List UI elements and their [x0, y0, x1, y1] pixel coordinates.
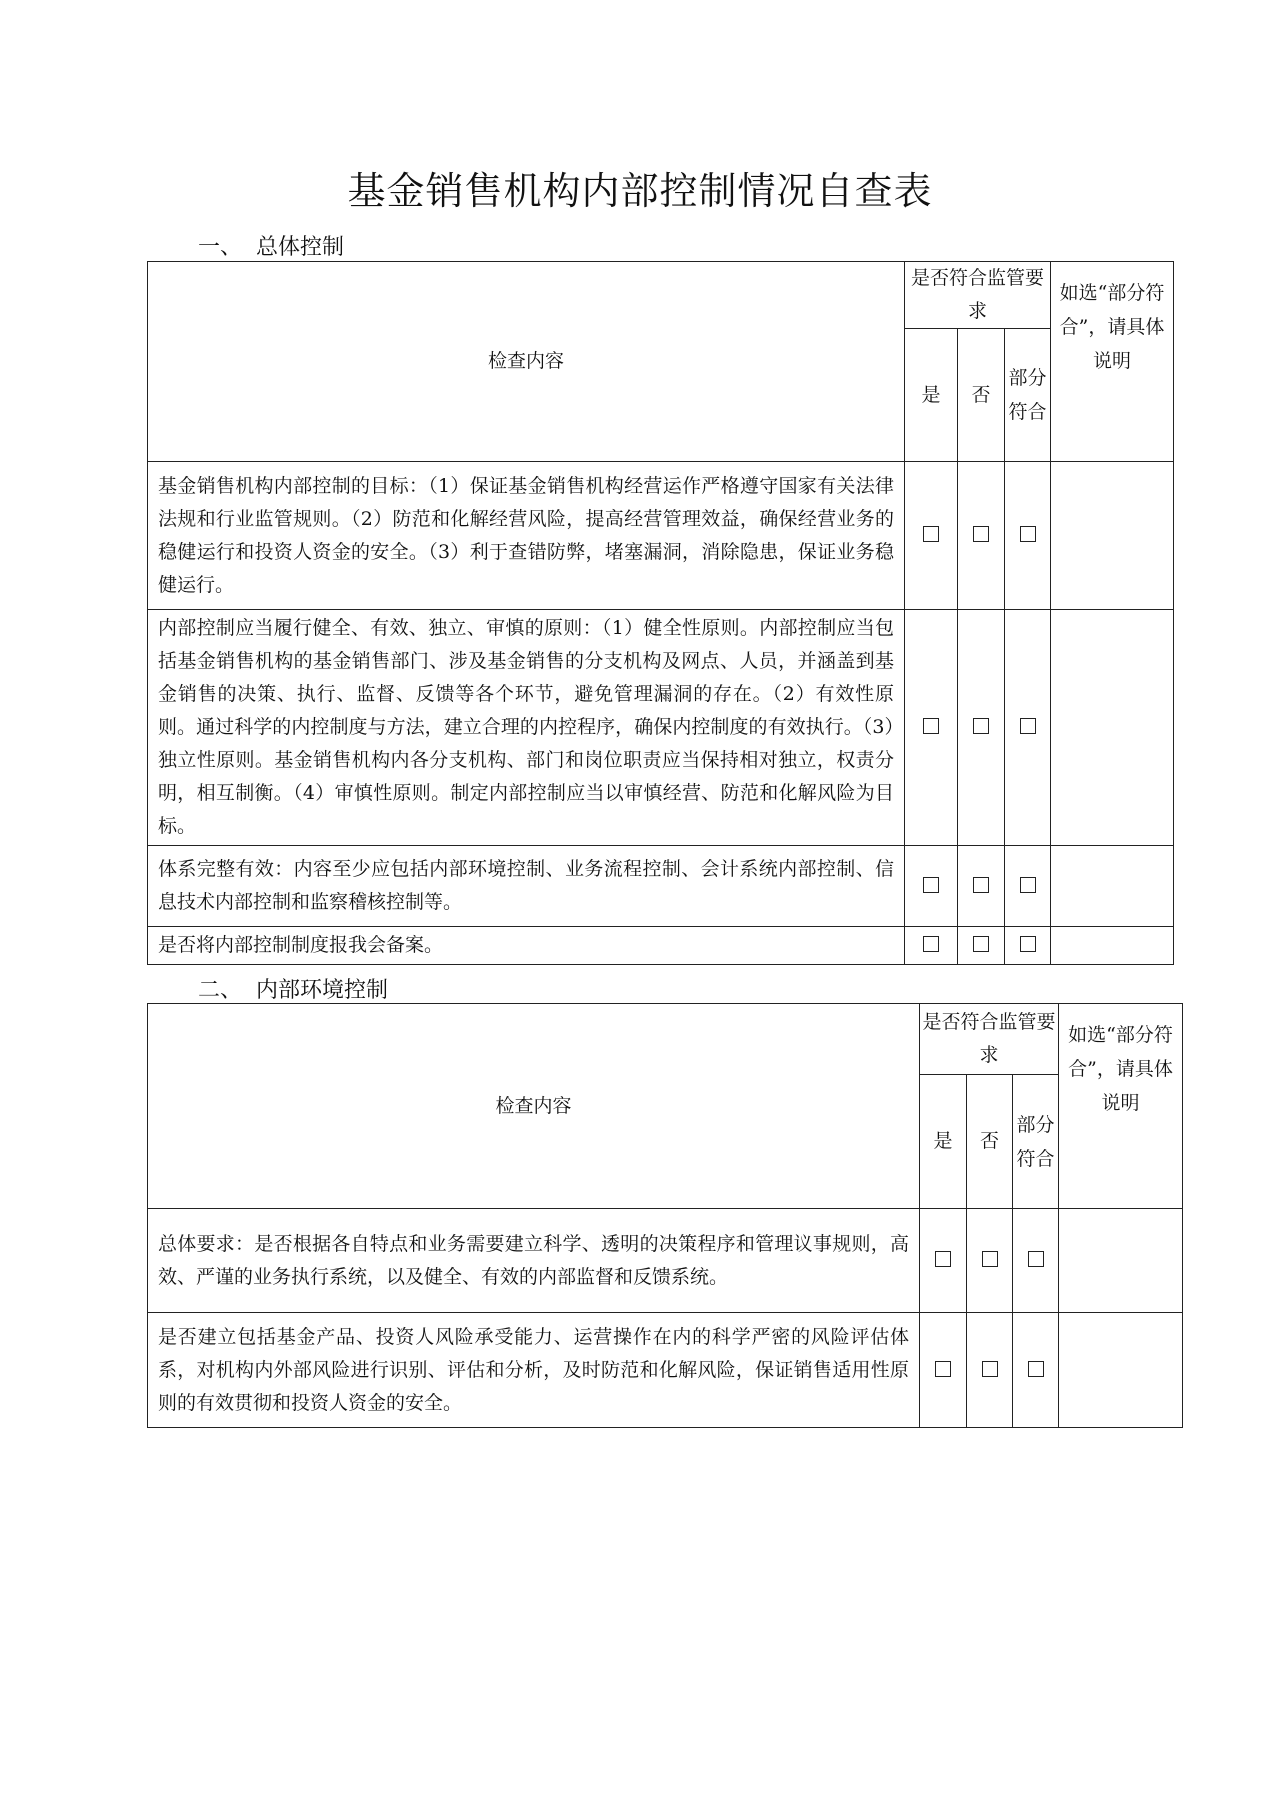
table-row	[148, 610, 1174, 846]
yes-checkbox[interactable]	[905, 610, 958, 846]
yes-checkbox[interactable]	[920, 1209, 967, 1313]
header-explain: 如选“部分符合”，请具体说明	[1059, 1004, 1183, 1209]
partial-checkbox[interactable]	[1005, 846, 1051, 927]
header-content: 检查内容	[148, 262, 905, 462]
section-heading-1	[198, 230, 344, 261]
no-checkbox[interactable]	[967, 1209, 1013, 1313]
explanation-cell[interactable]	[1059, 1313, 1183, 1428]
partial-checkbox[interactable]	[1005, 610, 1051, 846]
yes-checkbox[interactable]	[920, 1313, 967, 1428]
check-item-text: 总体要求：是否根据各自特点和业务需要建立科学、透明的决策程序和管理议事规则，高效、严谨的业务执行系统，以及健全、有效的内部监督和反馈系统。	[148, 1209, 920, 1313]
table-row	[148, 1313, 1183, 1428]
explanation-cell[interactable]	[1051, 610, 1174, 846]
no-checkbox[interactable]	[958, 610, 1005, 846]
check-item-text: 是否建立包括基金产品、投资人风险承受能力、运营操作在内的科学严密的风险评估体系，对机构内外部风险进行识别、评估和分析，及时防范和化解风险，保证销售适用性原则的有效贯彻和投资人资金的安全。	[148, 1313, 920, 1428]
table-row	[148, 846, 1174, 927]
no-checkbox[interactable]	[958, 927, 1005, 965]
header-explain: 如选“部分符合”，请具体说明	[1051, 262, 1174, 462]
table-row	[148, 462, 1174, 610]
header-content: 检查内容	[148, 1004, 920, 1209]
section-number: 二、	[198, 978, 243, 1003]
yes-checkbox[interactable]	[905, 927, 958, 965]
partial-checkbox[interactable]	[1005, 462, 1051, 610]
checklist-table-1	[147, 261, 1174, 965]
page-title: 基金销售机构内部控制情况自查表	[347, 169, 933, 213]
table-header-row	[148, 262, 1174, 329]
section-name: 内部环境控制	[256, 978, 389, 1003]
explanation-cell[interactable]	[1051, 927, 1174, 965]
no-checkbox[interactable]	[967, 1313, 1013, 1428]
header-yes: 是	[920, 1075, 967, 1209]
section-name: 总体控制	[256, 235, 345, 260]
partial-checkbox[interactable]	[1013, 1209, 1059, 1313]
partial-checkbox[interactable]	[1013, 1313, 1059, 1428]
explanation-cell[interactable]	[1051, 462, 1174, 610]
section-number: 一、	[198, 235, 243, 260]
header-partial: 部分符合	[1013, 1075, 1059, 1209]
explanation-cell[interactable]	[1051, 846, 1174, 927]
table-row	[148, 1209, 1183, 1313]
table-row	[148, 927, 1174, 965]
check-item-text: 基金销售机构内部控制的目标：（1）保证基金销售机构经营运作严格遵守国家有关法律法规和行业监管规则。（2）防范和化解经营风险，提高经营管理效益，确保经营业务的稳健运行和投资人资金的安全。（3）利于查错防弊，堵塞漏洞，消除隐患，保证业务稳健运行。	[148, 462, 905, 610]
header-partial: 部分符合	[1005, 329, 1051, 462]
check-item-text: 体系完整有效：内容至少应包括内部环境控制、业务流程控制、会计系统内部控制、信息技术内部控制和监察稽核控制等。	[148, 846, 905, 927]
header-no: 否	[958, 329, 1005, 462]
no-checkbox[interactable]	[958, 462, 1005, 610]
header-compliance: 是否符合监管要求	[905, 262, 1051, 329]
check-item-text: 内部控制应当履行健全、有效、独立、审慎的原则：（1）健全性原则。内部控制应当包括基金销售机构的基金销售部门、涉及基金销售的分支机构及网点、人员，并涵盖到基金销售的决策、执行、监督、反馈等各个环节，避免管理漏洞的存在。（2）有效性原则。通过科学的内控制度与方法，建立合理的内控程序，确保内控制度的有效执行。（3）独立性原则。基金销售机构内各分支机构、部门和岗位职责应当保持相对独立，权责分明，相互制衡。（4）审慎性原则。制定内部控制应当以审慎经营、防范和化解风险为目标。	[148, 610, 905, 846]
yes-checkbox[interactable]	[905, 462, 958, 610]
header-compliance: 是否符合监管要求	[920, 1004, 1059, 1075]
checklist-table-2	[147, 1003, 1183, 1428]
yes-checkbox[interactable]	[905, 846, 958, 927]
section-heading-2	[198, 973, 388, 1004]
partial-checkbox[interactable]	[1005, 927, 1051, 965]
check-item-text: 是否将内部控制制度报我会备案。	[148, 927, 905, 965]
table-header-row	[148, 1004, 1183, 1075]
explanation-cell[interactable]	[1059, 1209, 1183, 1313]
header-yes: 是	[905, 329, 958, 462]
no-checkbox[interactable]	[958, 846, 1005, 927]
header-no: 否	[967, 1075, 1013, 1209]
